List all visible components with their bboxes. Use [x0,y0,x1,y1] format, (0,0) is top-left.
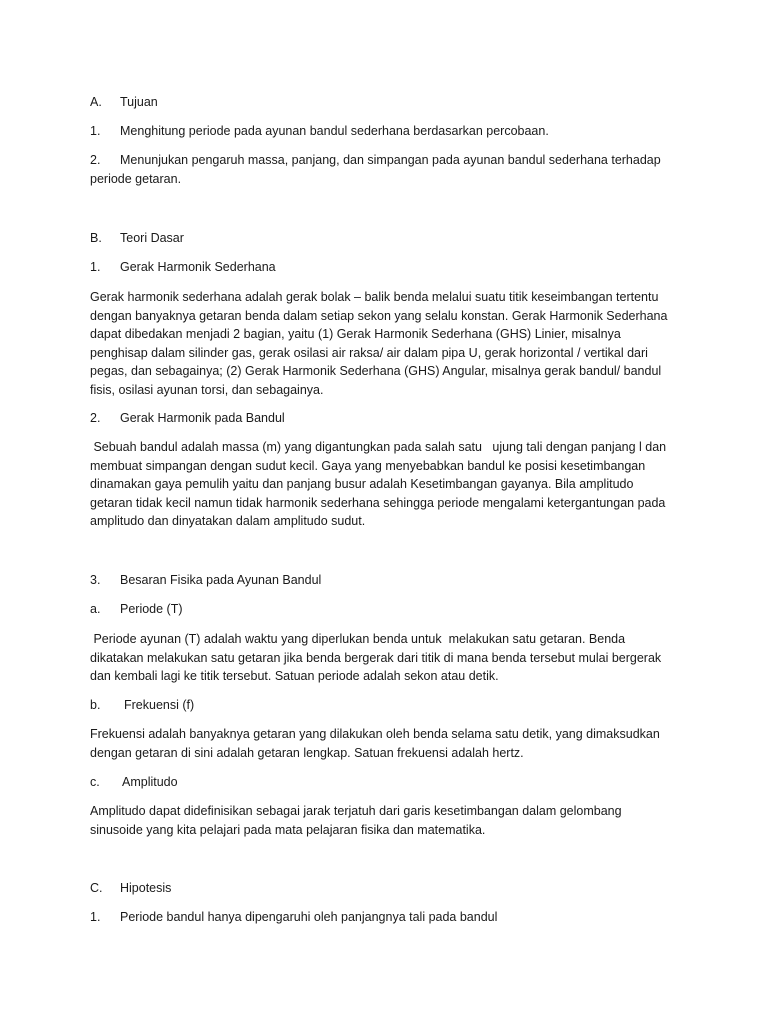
periode-title: Periode (T) [120,602,183,616]
periode-marker: a. [90,602,101,616]
frekuensi-heading [90,696,194,715]
subsection-1-heading [90,258,276,277]
paragraph-line: amplitudo dan dinyatakan dalam amplitudo sudut. [90,514,366,528]
tujuan-item-1 [90,122,549,141]
paragraph-line: dinamakan gaya pemulih yaitu dan panjang busur adalah Kesetimbangan gayanya. Bila amplitudo [90,477,634,491]
subsection-2-marker: 2. [90,411,101,425]
hipotesis-item-1-text: Periode bandul hanya dipengaruhi oleh panjangnya tali pada bandul [120,910,498,924]
hipotesis-item-1-marker: 1. [90,910,101,924]
paragraph-line: membuat simpangan dengan sudut kecil. Gaya yang menyebabkan bandul ke posisi kesetimbangan [90,458,646,473]
amplitudo-title: Amplitudo [122,775,178,789]
periode-heading [90,600,183,619]
paragraph-line: Amplitudo dapat didefinisikan sebagai jarak terjatuh dari garis kesetimbangan dalam gelombang [90,804,622,818]
paragraph-line: fisis, osilasi ayunan torsi, dan sebagainya. [90,382,324,397]
paragraph-line: getaran tidak kecil namun tidak harmonik sederhana sehingga periode mengalami ketergantungan pada [90,495,666,510]
periode-paragraph [90,630,680,686]
paragraph-line: dengan getaran di sini adalah getaran lengkap. Satuan frekuensi adalah hertz. [90,745,524,760]
tujuan-item-1-text: Menghitung periode pada ayunan bandul sederhana berdasarkan percobaan. [120,124,549,138]
section-b-title: Teori Dasar [120,231,184,245]
frekuensi-marker: b. [90,698,101,712]
tujuan-item-2-marker: 2. [90,153,101,167]
subsection-2-title: Gerak Harmonik pada Bandul [120,411,285,425]
subsection-2-heading [90,409,285,428]
section-a-title: Tujuan [120,95,158,109]
amplitudo-paragraph [90,802,680,839]
subsection-1-marker: 1. [90,260,101,274]
paragraph-line: pegas, dan sebagainya; (2) Gerak Harmonik Sederhana (GHS) Angular, misalnya gerak bandul/ bandul [90,364,662,378]
paragraph-line: sinusoide yang kita pelajari pada mata pelajaran fisika dan matematika. [90,822,486,837]
amplitudo-heading [90,773,178,792]
paragraph-line: dapat dibedakan menjadi 2 bagian, yaitu (1) Gerak Harmonik Sederhana (GHS) Linier, misalnya [90,327,621,341]
subsection-3-heading [90,571,321,590]
tujuan-item-2 [90,151,661,170]
amplitudo-marker: c. [90,775,100,789]
section-a-marker: A. [90,95,102,109]
tujuan-item-1-marker: 1. [90,124,101,138]
paragraph-line: dikatakan melakukan satu getaran jika benda bergerak dari titik di mana benda tersebut mulai bergerak [90,650,662,665]
frekuensi-paragraph [90,725,680,762]
ghs-paragraph [90,288,680,399]
hipotesis-item-1 [90,908,497,927]
section-b-heading [90,229,184,248]
paragraph-line: Gerak harmonik sederhana adalah gerak bolak – balik benda melalui suatu titik keseimbangan tertentu [90,290,659,304]
paragraph-line: dengan banyaknya getaran benda dalam setiap sekon yang selalu konstan. Gerak Harmonik Sederhana [90,308,668,323]
subsection-3-title: Besaran Fisika pada Ayunan Bandul [120,573,322,587]
paragraph-line: dan kembali lagi ke titik tersebut. Satuan periode adalah sekon atau detik. [90,669,499,683]
section-b-marker: B. [90,231,102,245]
subsection-1-title: Gerak Harmonik Sederhana [120,260,276,274]
paragraph-line: Frekuensi adalah banyaknya getaran yang dilakukan oleh benda selama satu detik, yang dimaksudkan [90,727,660,741]
frekuensi-title: Frekuensi (f) [124,698,195,712]
section-c-title: Hipotesis [120,881,172,895]
tujuan-item-2-cont: periode getaran. [90,172,182,186]
paragraph-line: penghisap dalam silinder gas, gerak osilasi air raksa/ air dalam pipa U, gerak horizontal / vertikal dari [90,345,648,360]
paragraph-line: Sebuah bandul adalah massa (m) yang digantungkan pada salah satu ujung tali dengan panjang l dan [90,440,667,454]
section-c-marker: C. [90,881,103,895]
paragraph-line: Periode ayunan (T) adalah waktu yang diperlukan benda untuk melakukan satu getaran. Benda [90,632,626,646]
subsection-3-marker: 3. [90,573,101,587]
section-a-heading [90,93,158,112]
bandul-paragraph [90,438,680,531]
section-c-heading [90,879,171,898]
tujuan-item-2-text: Menunjukan pengaruh massa, panjang, dan simpangan pada ayunan bandul sederhana terhadap [120,153,661,167]
